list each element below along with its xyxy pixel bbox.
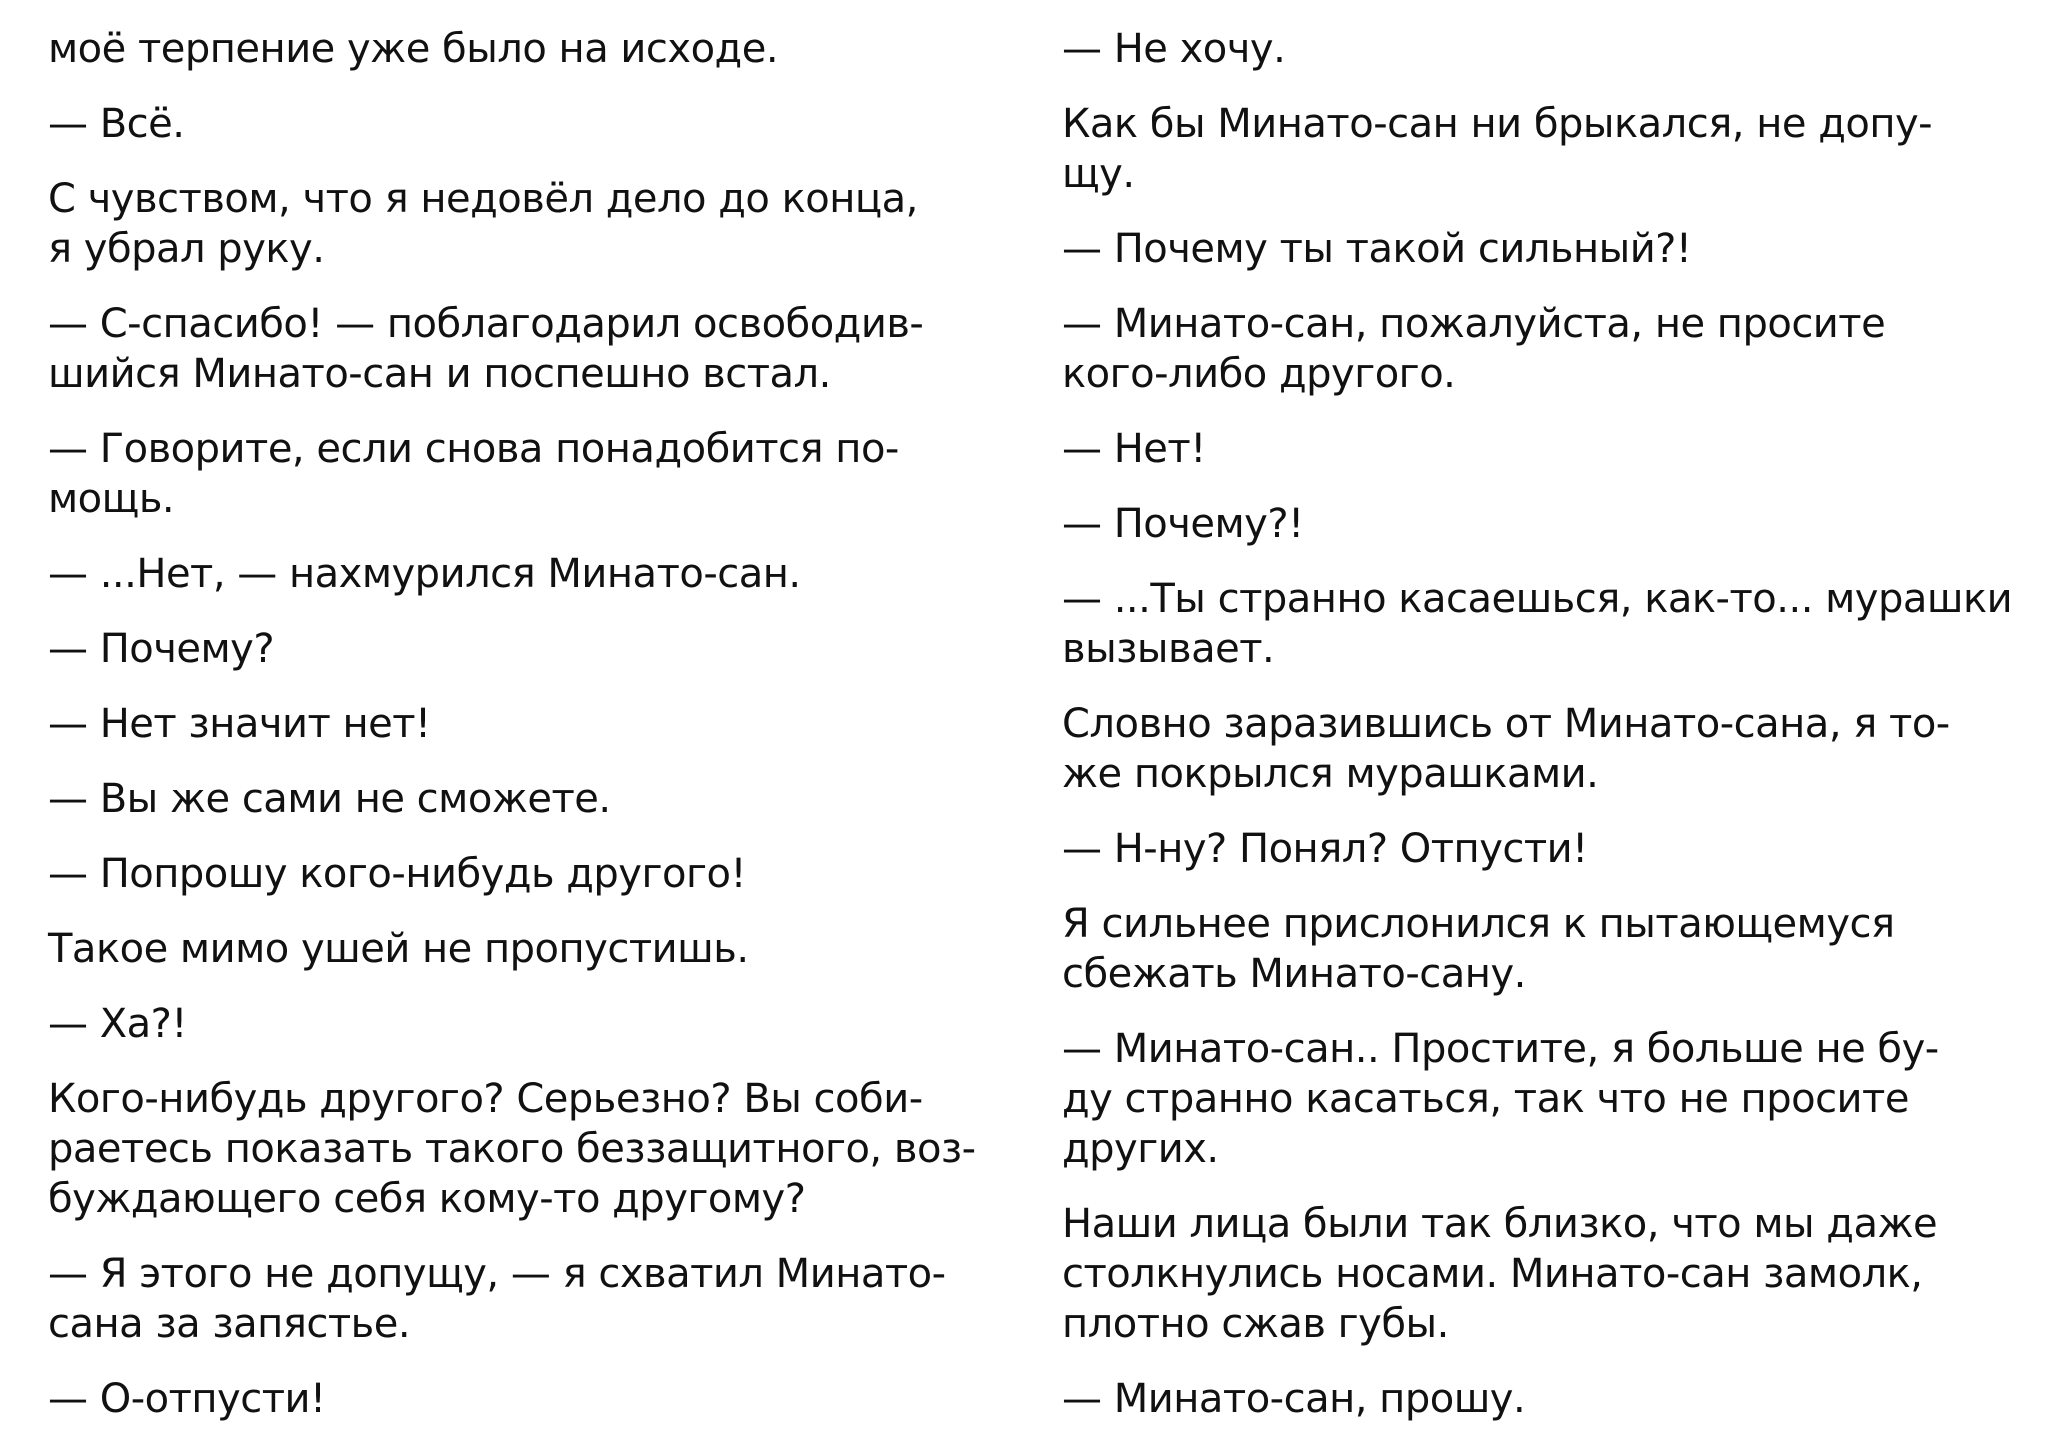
text-line: — Почему?! <box>1062 501 1304 547</box>
paragraph <box>48 849 746 899</box>
text-line: — О-отпусти! <box>48 1376 326 1422</box>
paragraph <box>1062 99 1932 199</box>
paragraph <box>1062 1374 1525 1424</box>
paragraph <box>48 999 187 1049</box>
text-line: — Минато-сан, прошу. <box>1062 1376 1526 1422</box>
text-line: — Не хочу. <box>1062 26 1286 72</box>
text-line: раетесь показать такого беззащитного, воз- <box>48 1126 976 1172</box>
text-line: — Почему? <box>48 626 275 672</box>
text-line: — Минато-сан.. Простите, я больше не бу- <box>1062 1026 1939 1072</box>
paragraph <box>48 1074 976 1224</box>
text-line: плотно сжав губы. <box>1062 1301 1449 1347</box>
paragraph <box>1062 299 1885 399</box>
text-line: — Нет значит нет! <box>48 701 431 747</box>
paragraph <box>48 624 274 674</box>
text-line: ду странно касаться, так что не просите <box>1062 1076 1909 1122</box>
text-line: сбежать Минато-сану. <box>1062 951 1526 997</box>
text-line: — ...Нет, — нахмурился Минато-сан. <box>48 551 801 597</box>
text-line: сана за запястье. <box>48 1301 411 1347</box>
text-line: других. <box>1062 1126 1219 1172</box>
text-line: Словно заразившись от Минато-сана, я то- <box>1062 701 1950 747</box>
paragraph <box>1062 224 1691 274</box>
paragraph <box>48 774 611 824</box>
paragraph <box>48 699 431 749</box>
paragraph <box>48 99 184 149</box>
paragraph <box>1062 1024 1939 1174</box>
text-line: — Нет! <box>1062 426 1206 472</box>
text-line: Я сильнее прислонился к пытающемуся <box>1062 901 1895 947</box>
text-line: я убрал руку. <box>48 226 325 272</box>
text-line: Кого-нибудь другого? Серьезно? Вы соби- <box>48 1076 923 1122</box>
text-line: — Говорите, если снова понадобится по- <box>48 426 899 472</box>
paragraph <box>1062 899 1895 999</box>
text-line: С чувством, что я недовёл дело до конца, <box>48 176 918 222</box>
paragraph <box>48 1249 946 1349</box>
paragraph <box>48 924 749 974</box>
text-line: — ...Ты странно касаешься, как-то... мурашки <box>1062 576 2013 622</box>
paragraph <box>1062 574 2012 674</box>
paragraph <box>48 1374 326 1424</box>
text-line: же покрылся мурашками. <box>1062 751 1599 797</box>
text-line: — Минато-сан, пожалуйста, не просите <box>1062 301 1886 347</box>
text-line: моё терпение уже было на исходе. <box>48 26 779 72</box>
text-line: кого-либо другого. <box>1062 351 1456 397</box>
text-line: щу. <box>1062 151 1135 197</box>
paragraph <box>1062 824 1588 874</box>
paragraph <box>48 424 899 524</box>
text-line: — Попрошу кого-нибудь другого! <box>48 851 746 897</box>
text-line: — Почему ты такой сильный?! <box>1062 226 1692 272</box>
text-line: — С-спасибо! — поблагодарил освободив- <box>48 301 924 347</box>
paragraph <box>1062 699 1950 799</box>
text-line: — Всё. <box>48 101 185 147</box>
text-line: — Вы же сами не сможете. <box>48 776 611 822</box>
paragraph <box>48 299 923 399</box>
paragraph <box>48 24 778 74</box>
text-line: Как бы Минато-сан ни брыкался, не допу- <box>1062 101 1933 147</box>
text-line: Такое мимо ушей не пропустишь. <box>48 926 749 972</box>
text-line: столкнулись носами. Минато-сан замолк, <box>1062 1251 1923 1297</box>
paragraph <box>1062 424 1206 474</box>
text-line: Наши лица были так близко, что мы даже <box>1062 1201 1938 1247</box>
text-line: буждающего себя кому-то другому? <box>48 1176 806 1222</box>
paragraph <box>1062 1199 1937 1349</box>
paragraph <box>48 549 801 599</box>
paragraph <box>1062 499 1304 549</box>
text-line: — Я этого не допущу, — я схватил Минато- <box>48 1251 946 1297</box>
paragraph <box>1062 24 1285 74</box>
paragraph <box>48 174 918 274</box>
text-line: — Ха?! <box>48 1001 187 1047</box>
text-line: вызывает. <box>1062 626 1275 672</box>
text-line: — Н-ну? Понял? Отпусти! <box>1062 826 1588 872</box>
text-line: шийся Минато-сан и поспешно встал. <box>48 351 831 397</box>
text-line: мощь. <box>48 476 175 522</box>
